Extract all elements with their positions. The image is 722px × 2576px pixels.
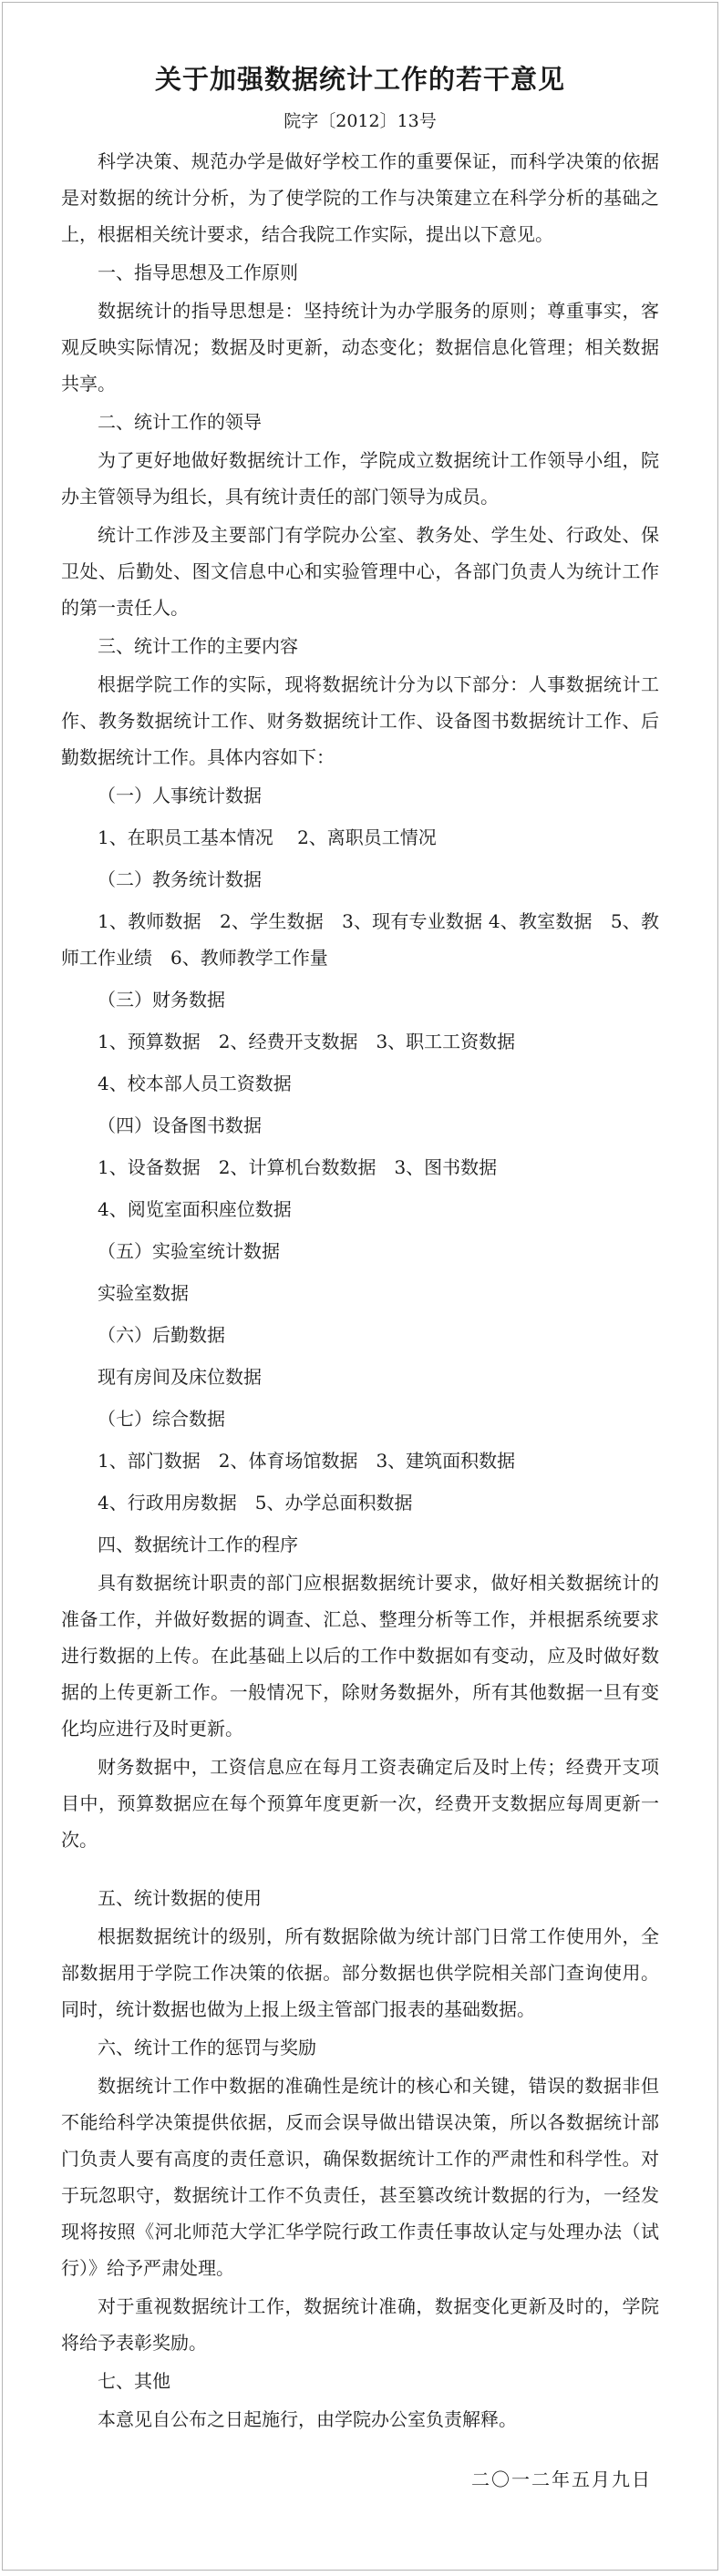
section-6-paragraph-2: 对于重视数据统计工作，数据统计准确，数据变化更新及时的，学院将给予表彰奖励。 [61,2295,659,2354]
category-3-items-2: 4、校本部人员工资数据 [98,1072,292,1094]
document-number: 院字〔2012〕13号 [284,111,437,131]
category-4-items-1: 1、设备数据 2、计算机台数数据 3、图书数据 [98,1156,498,1178]
section-3-heading: 三、统计工作的主要内容 [98,635,298,657]
section-2-heading: 二、统计工作的领导 [98,411,262,433]
category-2-title: （二）教务统计数据 [98,868,262,890]
section-1-paragraph: 数据统计的指导思想是：坚持统计为办学服务的原则；尊重事实，客观反映实际情况；数据及时更新，动态变化；数据信息化管理；相关数据共享。 [61,300,659,395]
section-6-heading: 六、统计工作的惩罚与奖励 [98,2037,316,2058]
section-7-heading: 七、其他 [98,2370,170,2392]
section-spacer [61,1860,659,1880]
category-7-title: （七）综合数据 [98,1408,225,1430]
section-2-paragraph-1: 为了更好地做好数据统计工作，学院成立数据统计工作领导小组，院办主管领导为组长，具有统计责任的部门领导为成员。 [61,449,659,508]
document-page [2,2,718,2571]
category-1-items: 1、在职员工基本情况 2、离职员工情况 [98,826,437,848]
document-title: 关于加强数据统计工作的若干意见 [154,64,565,95]
section-3-paragraph: 根据学院工作的实际，现将数据统计分为以下部分：人事数据统计工作、教务数据统计工作、财务数据统计工作、设备图书数据统计工作、后勤数据统计工作。具体内容如下： [61,673,659,768]
section-1-heading: 一、指导思想及工作原则 [98,262,298,283]
category-4-items-2: 4、阅览室面积座位数据 [98,1198,292,1220]
section-4-heading: 四、数据统计工作的程序 [98,1534,298,1555]
category-7-items-1: 1、部门数据 2、体育场馆数据 3、建筑面积数据 [98,1450,516,1472]
category-3-items-1: 1、预算数据 2、经费开支数据 3、职工工资数据 [98,1031,516,1052]
category-6-items: 现有房间及床位数据 [98,1366,262,1388]
category-3-title: （三）财务数据 [98,989,225,1011]
category-1-title: （一）人事统计数据 [98,785,262,806]
section-4-paragraph-2: 财务数据中，工资信息应在每月工资表确定后及时上传；经费开支项目中，预算数据应在每个预算年度更新一次，经费开支数据应每周更新一次。 [61,1756,659,1851]
section-4-paragraph-1: 具有数据统计职责的部门应根据数据统计要求，做好相关数据统计的准备工作，并做好数据的调查、汇总、整理分析等工作，并根据系统要求进行数据的上传。在此基础上以后的工作中数据如有变动，应及时做好数据的上传更新工作。一般情况下，除财务数据外，所有其他数据一旦有变化均应进行及时更新。 [61,1572,659,1740]
category-7-items-2: 4、行政用房数据 5、办学总面积数据 [98,1492,413,1514]
category-2-items: 1、教师数据 2、学生数据 3、现有专业数据 4、教室数据 5、教师工作业绩 6、教师教学工作量 [61,910,659,969]
section-2-paragraph-2: 统计工作涉及主要部门有学院办公室、教务处、学生处、行政处、保卫处、后勤处、图文信息中心和实验管理中心，各部门负责人为统计工作的第一责任人。 [61,524,659,619]
section-6-paragraph-1: 数据统计工作中数据的准确性是统计的核心和关键，错误的数据非但不能给科学决策提供依据，反而会误导做出错误决策，所以各数据统计部门负责人要有高度的责任意识，确保数据统计工作的严肃性和科学性。对于玩忽职守，数据统计工作不负责任，甚至篡改统计数据的行为，一经发现将按照《河北师范大学汇华学院行政工作责任事故认定与处理办法（试行）》给予严肃处理。 [61,2075,659,2279]
category-4-title: （四）设备图书数据 [98,1114,262,1136]
section-5-paragraph: 根据数据统计的级别，所有数据除做为统计部门日常工作使用外，全部数据用于学院工作决策的依据。部分数据也供学院相关部门查询使用。同时，统计数据也做为上报上级主管部门报表的基础数据。 [61,1925,659,2020]
section-5-heading: 五、统计数据的使用 [98,1887,262,1909]
intro-paragraph: 科学决策、规范办学是做好学校工作的重要保证，而科学决策的依据是对数据的统计分析，为了使学院的工作与决策建立在科学分析的基础之上，根据相关统计要求，结合我院工作实际，提出以下意见。 [61,150,659,245]
category-5-items: 实验室数据 [98,1282,189,1304]
category-5-title: （五）实验室统计数据 [98,1240,280,1262]
document-date: 二〇一二年五月九日 [471,2468,652,2490]
category-6-title: （六）后勤数据 [98,1324,225,1346]
section-7-paragraph: 本意见自公布之日起施行，由学院办公室负责解释。 [98,2408,517,2430]
